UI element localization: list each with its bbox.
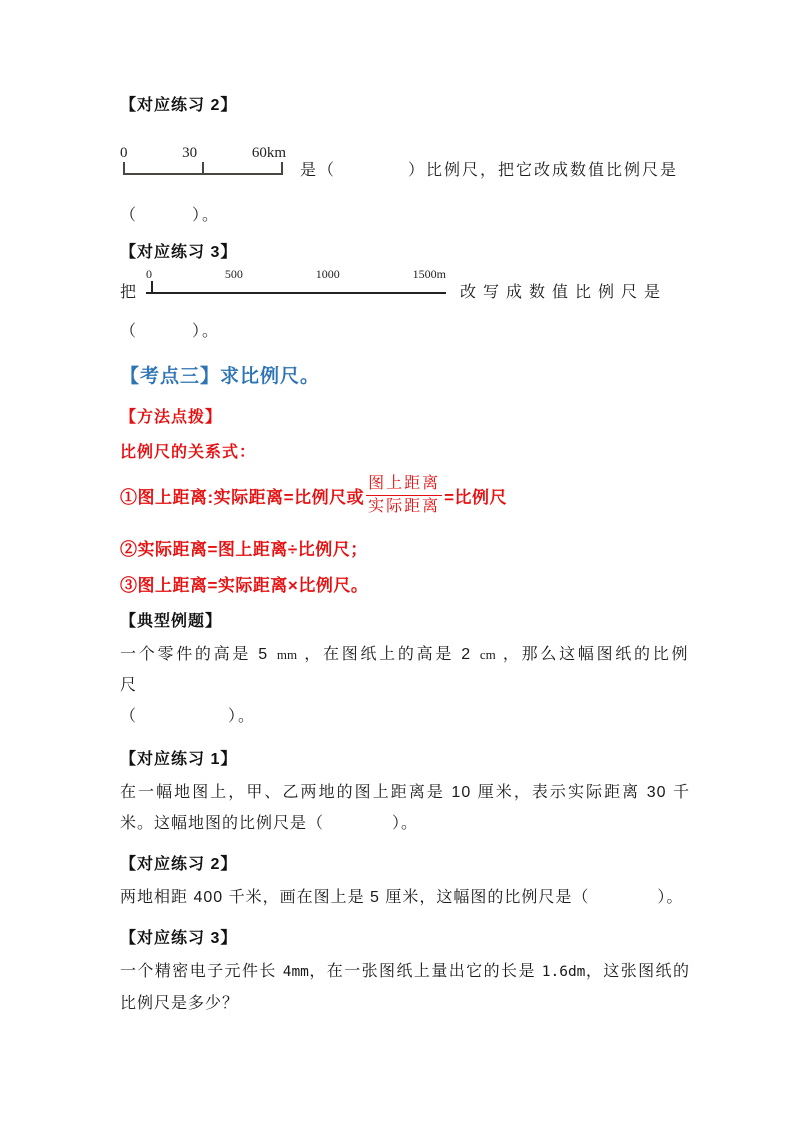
practice3-heading: 【对应练习 3】 [120, 244, 238, 261]
ruler-tick-label: 1500m [412, 267, 446, 281]
example-unit-cm: cm [479, 647, 496, 662]
formula-1-prefix: ①图上距离:实际距离=比例尺或 [120, 488, 365, 507]
ex3-body [120, 956, 690, 1019]
ex3-value-dm: 1.6dm [541, 964, 586, 980]
fraction-denominator: 实际距离 [368, 498, 441, 515]
scale-ruler-km-labels [120, 145, 286, 161]
example-seg3: ，那么这幅图纸的比例尺 [120, 646, 690, 694]
fraction-numerator: 图上距离 [366, 474, 442, 496]
example-seg2: ，在图纸上的高是 2 [297, 646, 480, 663]
practice2-heading: 【对应练习 2】 [120, 97, 238, 114]
scale-ruler-m-labels [146, 268, 446, 281]
ruler-tick-label: 1000 [315, 267, 340, 281]
topic3-heading: 【考点三】求比例尺。 [120, 366, 321, 387]
ruler-tick-mark [151, 281, 153, 292]
practice3-ruler-row [120, 268, 690, 302]
practice3-answer-blank: （ ）。 [120, 323, 221, 340]
scale-ruler-km-bar [123, 162, 283, 175]
practice3-prefix-text: 把 [120, 284, 137, 301]
ex1-heading: 【对应练习 1】 [120, 751, 238, 768]
formula-2: ②实际距离=图上距离÷比例尺； [120, 540, 368, 559]
example-seg1: 一个零件的高是 5 [120, 646, 277, 663]
formula-3: ③图上距离=实际距离×比例尺。 [120, 576, 369, 595]
ruler-tick-label: 0 [146, 267, 153, 281]
example-unit-mm: mm [276, 647, 298, 662]
ruler-tick-mark [202, 162, 204, 173]
method-tips-heading: 【方法点拨】 [120, 409, 223, 426]
ex3-value-mm: 4mm [282, 964, 309, 980]
scale-ruler-km [120, 145, 286, 175]
formula-fraction [366, 474, 442, 517]
practice3-question-text: 改写成数值比例尺是 [460, 284, 668, 301]
scale-ruler-m-bar [146, 281, 446, 294]
ruler-tick-label: 30 [182, 145, 198, 161]
ruler-tick-mark [281, 162, 283, 173]
scale-ruler-m [146, 268, 446, 294]
formula-1-suffix: =比例尺 [444, 488, 508, 507]
example-body [120, 639, 690, 701]
ex3-seg1: 一个精密电子元件长 [120, 963, 283, 980]
ex2-body: 两地相距 400 千米，画在图上是 5 厘米，这幅图的比例尺是（ ）。 [120, 889, 684, 906]
example-answer-blank: （ ）。 [120, 708, 257, 725]
ex3-heading: 【对应练习 3】 [120, 930, 238, 947]
ex3-seg2: ，在一张图纸上量出它的长是 [308, 963, 542, 980]
practice2-question-text: 是（ ）比例尺，把它改成数值比例尺是 [300, 162, 679, 179]
example-heading: 【典型例题】 [120, 613, 223, 630]
practice2-answer-blank: （ ）。 [120, 207, 221, 224]
ruler-tick-label: 60km [251, 145, 286, 161]
formula-1 [120, 474, 690, 517]
ruler-tick-label: 0 [120, 145, 128, 161]
ex1-body: 在一幅地图上，甲、乙两地的图上距离是 10 厘米，表示实际距离 30 千米。这幅地图的比例尺是（ ）。 [120, 784, 690, 832]
practice2-ruler-row [120, 145, 690, 180]
ex3-seg3: ，这张图纸的比例尺是多少？ [120, 963, 690, 1012]
ruler-tick-mark [123, 162, 125, 173]
ex2-heading: 【对应练习 2】 [120, 856, 238, 873]
relation-title: 比例尺的关系式： [120, 444, 257, 461]
ruler-tick-label: 500 [224, 267, 243, 281]
